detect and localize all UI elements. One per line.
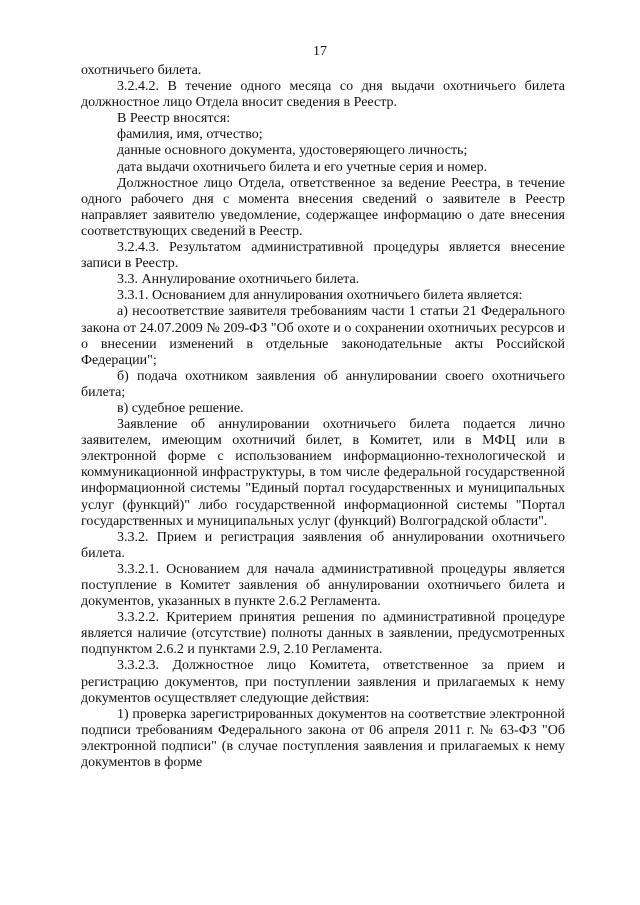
paragraph: в) судебное решение. [117, 400, 244, 416]
paragraph: 3.3.2. Прием и регистрация заявления об аннулировании охотничьего билета. [81, 529, 565, 561]
paragraph: В Реестр вносятся: [117, 111, 231, 127]
paragraph: Заявление об аннулировании охотничьего билета подается лично заявителем, имеющим охотничий билет, в Комитет, или в МФЦ или в электронной форме с использованием информационно-технологической и коммуникационной инфраструктуры, в том числе федеральной государственной информационной системы "Единый портал государственных и муниципальных услуг (функций)" либо государственной информационной системы "Портал государственных и муниципальных услуг (функций) Волгоградской области". [81, 417, 565, 529]
paragraph: 3.3.2.1. Основанием для начала административной процедуры является поступление в Комитет заявления об аннулировании охотничьего билета и документов, указанных в пункте 2.6.2 Регламента. [81, 561, 565, 610]
paragraph: 3.3.2.3. Должностное лицо Комитета, ответственное за прием и регистрацию документов, при поступлении заявления и прилагаемых к нему документов осуществляет следующие действия: [81, 658, 565, 706]
paragraph: дата выдачи охотничьего билета и его учетные серия и номер. [117, 159, 488, 175]
paragraph: 3.2.4.3. Результатом административной процедуры является внесение записи в Реестр. [81, 240, 565, 272]
paragraph: 3.2.4.2. В течение одного месяца со дня выдачи охотничьего билета должностное лицо Отдела вносит сведения в Реестр. [81, 79, 565, 111]
page-number: 17 [313, 44, 327, 59]
paragraph: фамилия, имя, отчество; [117, 127, 263, 143]
paragraph: 3.3.1. Основанием для аннулирования охотничьего билета является: [117, 288, 523, 304]
paragraph: б) подача охотником заявления об аннулировании своего охотничьего билета; [81, 368, 565, 400]
paragraph: Должностное лицо Отдела, ответственное за ведение Реестра, в течение одного рабочего дня с момента внесения сведений о заявителе в Реестр направляет заявителю уведомление, содержащее информацию о дате внесения соответствующих сведений в Реестр. [81, 175, 565, 239]
paragraph: 1) проверка зарегистрированных документов на соответствие электронной подписи требованиям Федерального закона от 06 апреля 2011 г. № 63-ФЗ "Об электронной подписи" (в случае поступления заявления и прилагаемых к нему документов в форме [81, 706, 565, 771]
paragraph: данные основного документа, удостоверяющего личность; [117, 143, 468, 159]
paragraph: а) несоответствие заявителя требованиям части 1 статьи 21 Федерального закона от 24.07.2009 № 209-ФЗ "Об охоте и о сохранении охотничьих ресурсов и о внесении изменений в отдельные законодательные акты Российской Федерации"; [81, 304, 565, 368]
paragraph: 3.3. Аннулирование охотничьего билета. [117, 272, 360, 288]
document-body [81, 63, 565, 771]
paragraph: охотничьего билета. [81, 63, 202, 78]
paragraph: 3.3.2.2. Критерием принятия решения по административной процедуре является наличие (отсутствие) полноты данных в заявлении, предусмотренных подпунктом 2.6.2 и пунктами 2.9, 2.10 Регламента. [81, 610, 565, 658]
